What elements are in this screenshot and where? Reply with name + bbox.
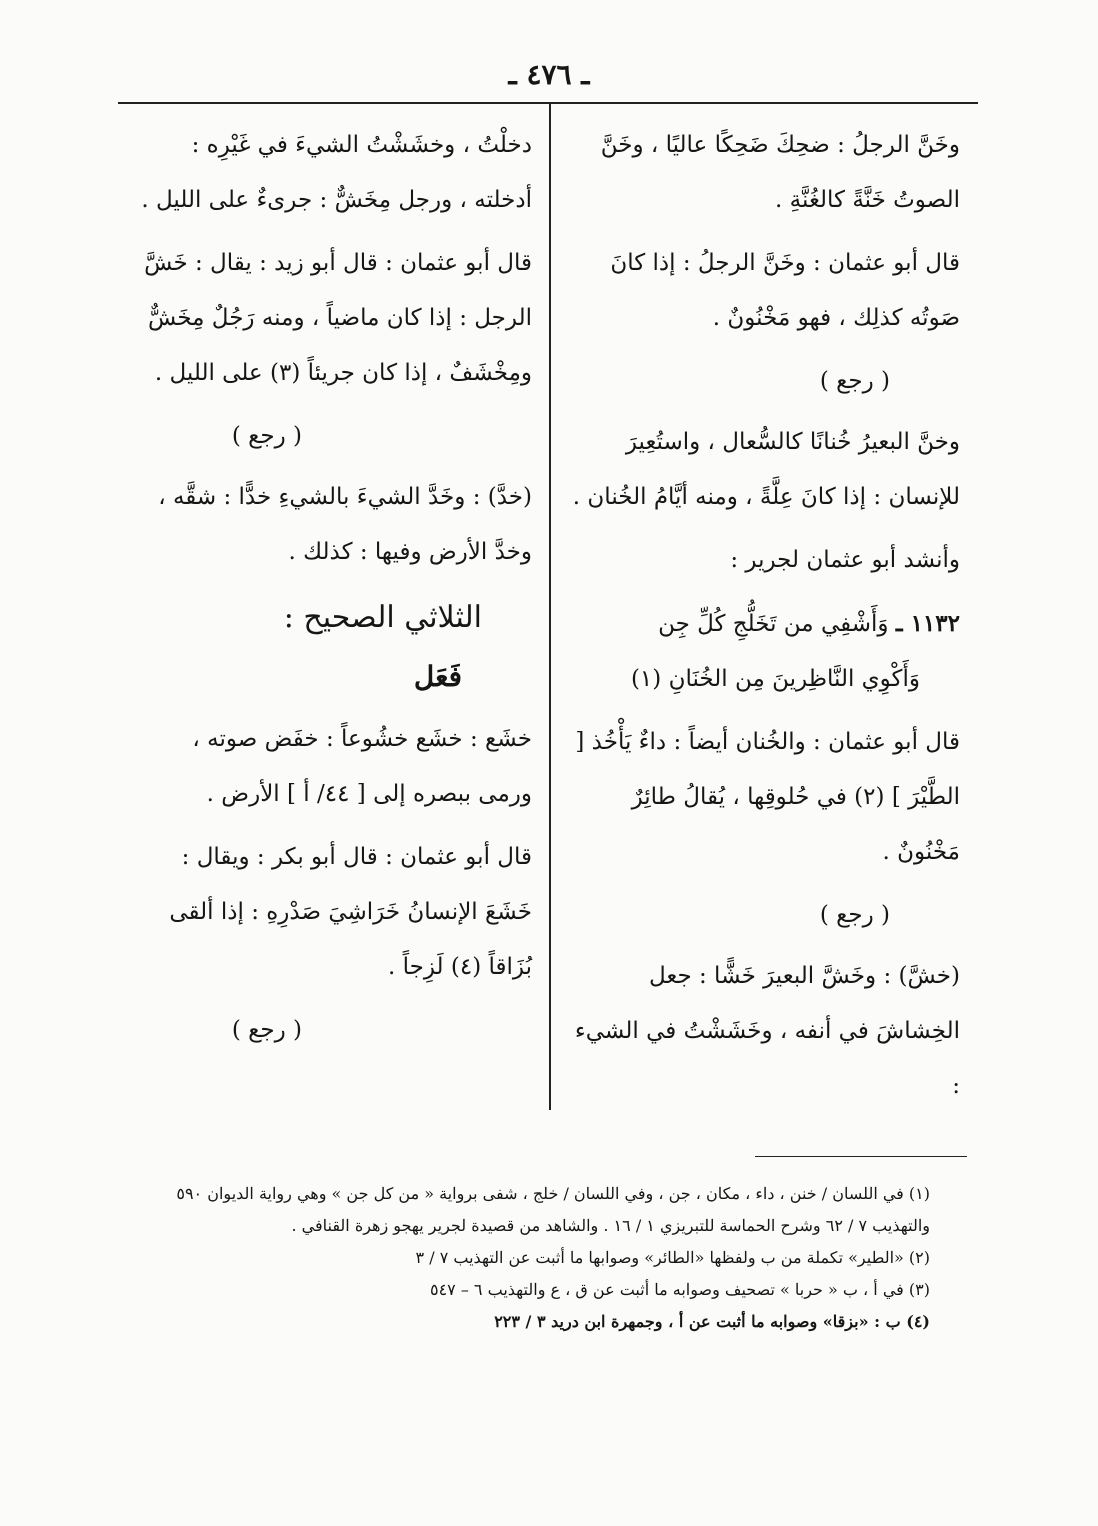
left-column bbox=[132, 118, 532, 1064]
entry-paragraph: وأنشد أبو عثمان لجرير : bbox=[730, 547, 960, 573]
header-rule bbox=[118, 102, 978, 104]
raja-marker: ( رجع ) bbox=[819, 368, 890, 394]
raja-marker: ( رجع ) bbox=[231, 1017, 302, 1043]
entry-paragraph: قال أبو عثمان : وخَنَّ الرجلُ : إذا كانَ صَوتُه كذلِك ، فهو مَخْنُونٌ . bbox=[610, 250, 960, 331]
footnote-2: (٢) «الطير» تكملة من ب ولفظها «الطائر» وصوابها ما أثبت عن التهذيب ٧ / ٣ bbox=[415, 1248, 930, 1267]
entry-paragraph: وخَنَّ الرجلُ : ضحِكَ ضَحِكًا عاليًا ، وخَنَّ الصوتُ خَنَّةً كالغُنَّةِ . bbox=[600, 132, 960, 213]
footnotes bbox=[150, 1178, 930, 1338]
entry-paragraph: خشَع : خشَع خشُوعاً : خفَض صوته ، ورمى ببصره إلى [ ٤٤/ أ ] الأرض . bbox=[192, 726, 532, 807]
verse-line-2: وَأَكْوِي النَّاظِرينَ مِن الخُنَانِ (١) bbox=[630, 666, 920, 692]
poetry-verse bbox=[565, 596, 960, 707]
verse-line-1 bbox=[565, 596, 960, 652]
entry-paragraph: قال أبو عثمان : قال أبو زيد : يقال : خَشَّ الرجل : إذا كان ماضياً ، ومنه رَجُلٌ مِخَشٌّ ومِخْشَفٌ ، إذا كان جريئاً (٣) على الليل . bbox=[144, 250, 532, 386]
footnote-rule bbox=[755, 1156, 967, 1157]
entry-paragraph: قال أبو عثمان : والخُنان أيضاً : داءٌ يَأْخُذ [ الطَّيْرَ ] (٢) في حُلوقِها ، يُقالُ طائِرٌ مَخْنُونٌ . bbox=[575, 729, 960, 865]
column-divider bbox=[549, 104, 551, 1110]
right-column bbox=[565, 118, 960, 1122]
footnote-3: (٣) في أ ، ب « حربا » تصحيف وصوابه ما أثبت عن ق ، ع والتهذيب ٦ – ٥٤٧ bbox=[429, 1280, 930, 1299]
page-number: ـ ٤٧٦ ـ bbox=[508, 58, 590, 91]
verse-number: ١١٣٢ ـ bbox=[895, 610, 960, 637]
entry-paragraph: قال أبو عثمان : قال أبو بكر : ويقال : خَشَعَ الإنسانُ خَرَاشِيَ صَدْرِهِ : إذا ألقى بُزَاقاً (٤) لَزِجاً . bbox=[169, 844, 532, 980]
section-heading: الثلاثي الصحيح : bbox=[283, 600, 482, 635]
sub-heading: فَعَل bbox=[413, 660, 462, 693]
entry-paragraph: دخلْتُ ، وخشَشْتُ الشيءَ في غَيْرِه : أدخلته ، ورجل مِخَشٌّ : جرىءٌ على الليل . bbox=[141, 132, 532, 213]
footnote-4: (٤) ب : «بزقا» وصوابه ما أثبت عن أ ، وجمهرة ابن دريد ٣ / ٢٢٣ bbox=[494, 1312, 930, 1331]
footnote-1: (١) في اللسان / خنن ، داء ، مكان ، جن ، وفي اللسان / خلج ، شفى برواية « من كل جن » وهي رواية الديوان ٥٩٠ والتهذيب ٧ / ٦٢ وشرح الحماسة للتبريزي ١ / ١٦ . والشاهد من قصيدة لجرير يهجو زهرة القنافي . bbox=[176, 1184, 930, 1235]
entry-paragraph: (خشَّ) : وخَشَّ البعيرَ خَشًّا : جعل الخِشاشَ في أنفه ، وخَشَشْتُ في الشيء : bbox=[574, 963, 960, 1099]
entry-paragraph: (خدَّ) : وخَدَّ الشيءَ بالشيءِ خدًّا : شقَّه ، وخدَّ الأرض وفيها : كذلك . bbox=[158, 484, 532, 565]
entry-paragraph: وخنَّ البعيرُ خُنانًا كالسُّعال ، واستُعِيرَ للإنسان : إذا كانَ عِلَّةً ، ومنه أيَّامُ الخُنان . bbox=[572, 429, 960, 510]
verse-text: وَأَشْفِي من تَخَلُّجِ كُلِّ جِن bbox=[658, 611, 889, 637]
raja-marker: ( رجع ) bbox=[231, 423, 302, 449]
raja-marker: ( رجع ) bbox=[819, 902, 890, 928]
